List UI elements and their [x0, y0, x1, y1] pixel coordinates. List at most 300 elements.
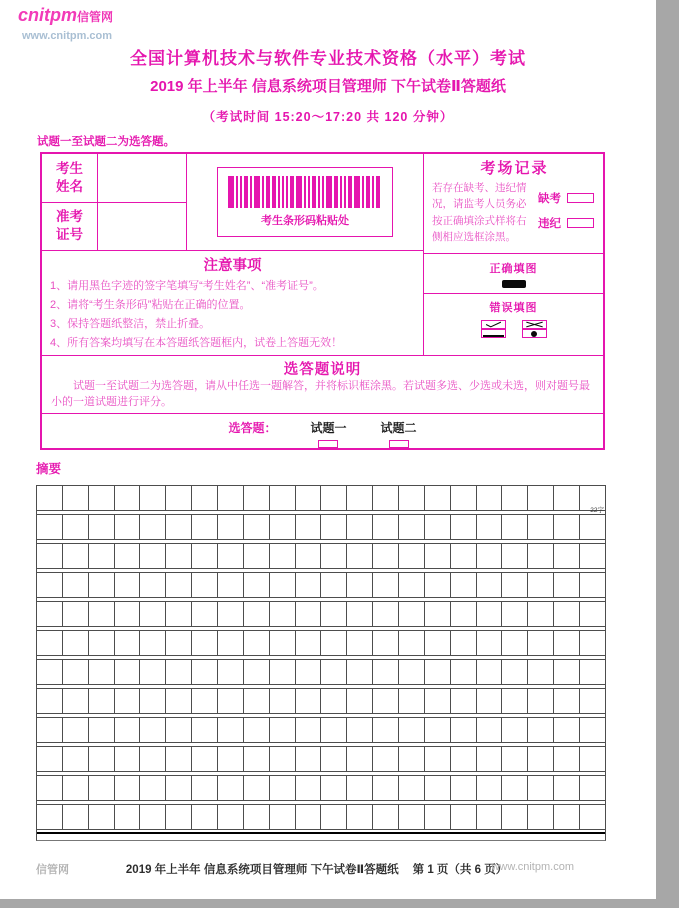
grid-cell[interactable]	[321, 486, 347, 510]
grid-cell[interactable]	[347, 631, 373, 655]
grid-cell[interactable]	[63, 573, 89, 597]
choice-option-2	[381, 419, 417, 448]
grid-cell[interactable]	[347, 718, 373, 742]
grid-cell[interactable]	[296, 602, 322, 626]
grid-cell[interactable]	[477, 805, 503, 829]
grid-cell[interactable]	[425, 602, 451, 626]
grid-cell[interactable]	[502, 660, 528, 684]
name-label	[42, 154, 97, 202]
grid-cell[interactable]	[192, 486, 218, 510]
grid-cell[interactable]	[477, 689, 503, 713]
page-footer	[0, 861, 656, 877]
grid-cell[interactable]	[373, 515, 399, 539]
candidate-inputs-column	[98, 154, 187, 250]
grid-cell[interactable]	[399, 573, 425, 597]
grid-cell[interactable]	[477, 515, 503, 539]
grid-cell[interactable]	[140, 544, 166, 568]
grid-cell[interactable]	[425, 486, 451, 510]
grid-cell[interactable]	[347, 660, 373, 684]
grid-cell[interactable]	[140, 805, 166, 829]
grid-cell[interactable]	[166, 718, 192, 742]
grid-cell[interactable]	[373, 805, 399, 829]
grid-cell[interactable]	[192, 747, 218, 771]
grid-cell[interactable]	[477, 631, 503, 655]
grid-cell[interactable]	[580, 544, 605, 568]
grid-cell[interactable]	[373, 689, 399, 713]
exam-record-instruction: 若存在缺考、违纪情况，请监考人员务必按正确填涂式样将右侧相应选框涂黑。	[432, 182, 527, 243]
grid-cell[interactable]	[347, 573, 373, 597]
grid-cell[interactable]	[425, 660, 451, 684]
grid-cell[interactable]	[115, 776, 141, 800]
grid-cell[interactable]	[347, 747, 373, 771]
grid-cell[interactable]	[528, 747, 554, 771]
grid-cell[interactable]	[451, 631, 477, 655]
grid-cell[interactable]	[166, 631, 192, 655]
grid-cell[interactable]	[321, 631, 347, 655]
grid-cell[interactable]	[37, 602, 63, 626]
notice-item: 4、所有答案均填写在本答题纸答题框内，试卷上答题无效！	[50, 336, 343, 349]
grid-cell[interactable]	[477, 776, 503, 800]
choice-option-checkbox[interactable]	[389, 440, 409, 448]
grid-cell[interactable]	[347, 515, 373, 539]
grid-cell[interactable]	[63, 776, 89, 800]
grid-cell[interactable]	[528, 660, 554, 684]
grid-cell[interactable]	[270, 689, 296, 713]
grid-cell[interactable]	[63, 718, 89, 742]
grid-cell[interactable]	[140, 689, 166, 713]
grid-cell[interactable]	[554, 544, 580, 568]
grid-cell[interactable]	[477, 718, 503, 742]
grid-cell[interactable]	[451, 805, 477, 829]
grid-cell[interactable]	[140, 776, 166, 800]
grid-cell[interactable]	[244, 660, 270, 684]
grid-cell[interactable]	[425, 544, 451, 568]
grid-cell[interactable]	[451, 544, 477, 568]
grid-cell[interactable]	[347, 544, 373, 568]
grid-cell[interactable]	[580, 573, 605, 597]
grid-cell[interactable]	[347, 486, 373, 510]
grid-cell[interactable]	[37, 515, 63, 539]
barcode-paste-box[interactable]	[217, 167, 393, 237]
grid-cell[interactable]	[192, 602, 218, 626]
grid-cell[interactable]	[218, 544, 244, 568]
grid-cell[interactable]	[580, 515, 605, 539]
grid-cell[interactable]	[270, 805, 296, 829]
grid-cell[interactable]	[580, 718, 605, 742]
absent-checkbox[interactable]	[567, 193, 594, 203]
grid-cell[interactable]	[296, 631, 322, 655]
grid-cell[interactable]	[451, 689, 477, 713]
grid-cell[interactable]	[528, 602, 554, 626]
grid-cell[interactable]	[373, 631, 399, 655]
grid-cell[interactable]	[425, 689, 451, 713]
grid-cell[interactable]	[321, 805, 347, 829]
grid-cell[interactable]	[166, 805, 192, 829]
wrong-marks-container	[481, 320, 547, 338]
grid-cell[interactable]	[37, 689, 63, 713]
barcode-stripe	[312, 176, 316, 208]
footer-site-name: 信管网	[36, 864, 69, 876]
wrong-fill-example-section	[424, 294, 603, 355]
grid-cell[interactable]	[373, 573, 399, 597]
grid-cell[interactable]	[373, 747, 399, 771]
grid-cell[interactable]	[270, 718, 296, 742]
grid-cell[interactable]	[321, 544, 347, 568]
grid-cell[interactable]	[580, 689, 605, 713]
grid-cell[interactable]	[373, 544, 399, 568]
grid-cell[interactable]	[115, 544, 141, 568]
choice-options-container	[310, 419, 416, 448]
grid-cell[interactable]	[192, 573, 218, 597]
grid-cell[interactable]	[451, 486, 477, 510]
grid-cell[interactable]	[270, 602, 296, 626]
grid-cell[interactable]	[37, 544, 63, 568]
grid-cell[interactable]	[37, 486, 63, 510]
grid-cell[interactable]	[63, 747, 89, 771]
grid-cell[interactable]	[477, 602, 503, 626]
grid-cell[interactable]	[192, 718, 218, 742]
absent-check-line	[538, 190, 597, 206]
grid-cell[interactable]	[321, 776, 347, 800]
grid-cell[interactable]	[580, 631, 605, 655]
grid-cell[interactable]	[166, 689, 192, 713]
grid-cell[interactable]	[115, 718, 141, 742]
grid-cell[interactable]	[477, 660, 503, 684]
barcode-stripe	[228, 176, 234, 208]
notice-list	[50, 277, 415, 353]
grid-cell[interactable]	[425, 631, 451, 655]
grid-cell[interactable]	[37, 805, 63, 829]
grid-cell[interactable]	[192, 660, 218, 684]
grid-cell[interactable]	[218, 776, 244, 800]
grid-cell[interactable]	[528, 631, 554, 655]
grid-cell[interactable]	[115, 689, 141, 713]
grid-cell[interactable]	[218, 747, 244, 771]
grid-cell[interactable]	[477, 747, 503, 771]
grid-cell[interactable]	[425, 573, 451, 597]
grid-cell[interactable]	[502, 573, 528, 597]
grid-cell[interactable]	[554, 689, 580, 713]
page-title: 全国计算机技术与软件专业技术资格（水平）考试	[130, 49, 526, 68]
grid-cell[interactable]	[296, 689, 322, 713]
ticket-input-field[interactable]	[98, 202, 186, 251]
grid-cell[interactable]	[554, 486, 580, 510]
grid-cell[interactable]	[115, 602, 141, 626]
grid-cell[interactable]	[89, 747, 115, 771]
grid-cell[interactable]	[296, 486, 322, 510]
grid-cell[interactable]	[166, 660, 192, 684]
grid-cell[interactable]	[373, 660, 399, 684]
grid-cell[interactable]	[192, 515, 218, 539]
grid-cell[interactable]	[502, 805, 528, 829]
grid-cell[interactable]	[63, 515, 89, 539]
grid-cell[interactable]	[554, 573, 580, 597]
grid-cell[interactable]	[296, 573, 322, 597]
grid-cell[interactable]	[244, 631, 270, 655]
grid-cell[interactable]	[37, 747, 63, 771]
grid-cell[interactable]	[115, 486, 141, 510]
grid-cell[interactable]	[347, 776, 373, 800]
grid-cell[interactable]	[528, 544, 554, 568]
grid-cell[interactable]	[399, 486, 425, 510]
grid-cell[interactable]	[63, 486, 89, 510]
grid-row	[37, 544, 605, 569]
grid-cell[interactable]	[580, 805, 605, 829]
grid-cell[interactable]	[477, 573, 503, 597]
grid-cell[interactable]	[37, 573, 63, 597]
grid-cell[interactable]	[140, 486, 166, 510]
grid-cell[interactable]	[166, 515, 192, 539]
grid-cell[interactable]	[244, 718, 270, 742]
grid-cell[interactable]	[166, 776, 192, 800]
grid-cell[interactable]	[218, 573, 244, 597]
grid-cell[interactable]	[192, 544, 218, 568]
grid-cell[interactable]	[399, 631, 425, 655]
grid-cell[interactable]	[425, 718, 451, 742]
notice-title: 注意事项	[203, 258, 262, 274]
grid-cell[interactable]	[373, 776, 399, 800]
grid-cell[interactable]	[399, 747, 425, 771]
grid-cell[interactable]	[63, 689, 89, 713]
grid-cell[interactable]	[580, 776, 605, 800]
grid-cell[interactable]	[296, 805, 322, 829]
grid-cell[interactable]	[580, 602, 605, 626]
grid-cell[interactable]	[399, 805, 425, 829]
grid-cell[interactable]	[218, 602, 244, 626]
grid-cell[interactable]	[528, 573, 554, 597]
grid-cell[interactable]	[451, 718, 477, 742]
grid-cell[interactable]	[451, 602, 477, 626]
grid-cell[interactable]	[244, 747, 270, 771]
grid-cell[interactable]	[451, 573, 477, 597]
grid-cell[interactable]	[89, 776, 115, 800]
grid-cell[interactable]	[477, 486, 503, 510]
grid-cell[interactable]	[89, 515, 115, 539]
optional-explanation-section	[42, 356, 603, 414]
grid-cell[interactable]	[270, 486, 296, 510]
grid-cell[interactable]	[425, 776, 451, 800]
grid-cell[interactable]	[192, 689, 218, 713]
grid-cell[interactable]	[399, 602, 425, 626]
violation-checkbox[interactable]	[567, 218, 594, 228]
grid-cell[interactable]	[192, 805, 218, 829]
grid-cell[interactable]	[554, 602, 580, 626]
grid-cell[interactable]	[451, 515, 477, 539]
grid-cell[interactable]	[528, 776, 554, 800]
grid-cell[interactable]	[89, 689, 115, 713]
grid-cell[interactable]	[89, 805, 115, 829]
grid-cell[interactable]	[218, 805, 244, 829]
grid-cell[interactable]	[373, 602, 399, 626]
grid-cell[interactable]	[296, 718, 322, 742]
grid-cell[interactable]	[140, 747, 166, 771]
grid-cell[interactable]	[321, 718, 347, 742]
grid-cell[interactable]	[115, 573, 141, 597]
grid-cell[interactable]	[244, 486, 270, 510]
grid-cell[interactable]	[580, 660, 605, 684]
grid-cell[interactable]	[321, 747, 347, 771]
grid-cell[interactable]	[451, 747, 477, 771]
grid-cell[interactable]	[115, 805, 141, 829]
grid-cell[interactable]	[347, 602, 373, 626]
grid-cell[interactable]	[218, 631, 244, 655]
grid-cell[interactable]	[554, 776, 580, 800]
grid-cell[interactable]	[89, 718, 115, 742]
grid-cell[interactable]	[89, 573, 115, 597]
grid-cell[interactable]	[192, 776, 218, 800]
grid-cell[interactable]	[502, 776, 528, 800]
grid-cell[interactable]	[451, 660, 477, 684]
header-table	[40, 152, 605, 450]
grid-cell[interactable]	[270, 776, 296, 800]
grid-row	[37, 718, 605, 743]
grid-cell[interactable]	[270, 660, 296, 684]
wrong-mark-check	[481, 320, 506, 329]
grid-cell[interactable]	[528, 486, 554, 510]
grid-cell[interactable]	[140, 602, 166, 626]
grid-cell[interactable]	[192, 631, 218, 655]
exam-record-checks	[534, 180, 597, 245]
name-input-field[interactable]	[98, 154, 186, 202]
grid-cell[interactable]	[296, 515, 322, 539]
grid-cell[interactable]	[89, 544, 115, 568]
grid-cell[interactable]	[270, 544, 296, 568]
grid-cell[interactable]	[89, 486, 115, 510]
grid-cell[interactable]	[373, 486, 399, 510]
grid-cell[interactable]	[244, 573, 270, 597]
grid-cell[interactable]	[451, 776, 477, 800]
grid-cell[interactable]	[37, 776, 63, 800]
grid-cell[interactable]	[321, 602, 347, 626]
choice-option-label: 试题一	[310, 421, 347, 435]
grid-cell[interactable]	[477, 544, 503, 568]
grid-cell[interactable]	[166, 602, 192, 626]
grid-cell[interactable]	[502, 747, 528, 771]
grid-cell[interactable]	[244, 602, 270, 626]
grid-cell[interactable]	[166, 544, 192, 568]
grid-cell[interactable]	[63, 631, 89, 655]
grid-cell[interactable]	[399, 776, 425, 800]
barcode-stripe	[308, 176, 310, 208]
grid-cell[interactable]	[528, 689, 554, 713]
grid-cell[interactable]	[244, 689, 270, 713]
grid-cell[interactable]	[115, 747, 141, 771]
grid-cell[interactable]	[89, 660, 115, 684]
barcode-stripe	[266, 176, 270, 208]
grid-cell[interactable]	[218, 718, 244, 742]
grid-cell[interactable]	[296, 660, 322, 684]
grid-cell[interactable]	[554, 515, 580, 539]
grid-cell[interactable]	[63, 660, 89, 684]
grid-cell[interactable]	[63, 805, 89, 829]
grid-cell[interactable]	[270, 631, 296, 655]
grid-cell[interactable]	[115, 660, 141, 684]
grid-cell[interactable]	[528, 718, 554, 742]
grid-cell[interactable]	[244, 805, 270, 829]
grid-cell[interactable]	[270, 573, 296, 597]
choice-option-checkbox[interactable]	[318, 440, 338, 448]
grid-cell[interactable]	[296, 776, 322, 800]
grid-cell[interactable]	[502, 486, 528, 510]
grid-cell[interactable]	[399, 689, 425, 713]
grid-cell[interactable]	[89, 631, 115, 655]
grid-cell[interactable]	[554, 805, 580, 829]
grid-cell[interactable]	[554, 631, 580, 655]
grid-cell[interactable]	[554, 660, 580, 684]
grid-cell[interactable]	[373, 718, 399, 742]
grid-cell[interactable]	[296, 747, 322, 771]
grid-cell[interactable]	[502, 718, 528, 742]
grid-cell[interactable]	[321, 573, 347, 597]
grid-cell[interactable]	[296, 544, 322, 568]
grid-cell[interactable]	[140, 573, 166, 597]
grid-cell[interactable]	[244, 544, 270, 568]
grid-cell[interactable]	[321, 689, 347, 713]
grid-cell[interactable]	[554, 718, 580, 742]
grid-cell[interactable]	[554, 747, 580, 771]
grid-cell[interactable]	[580, 747, 605, 771]
grid-cell[interactable]	[425, 805, 451, 829]
grid-cell[interactable]	[140, 631, 166, 655]
grid-cell[interactable]	[502, 631, 528, 655]
grid-cell[interactable]	[502, 602, 528, 626]
table-left-zone	[42, 154, 424, 355]
grid-cell[interactable]	[399, 515, 425, 539]
grid-cell[interactable]	[502, 689, 528, 713]
grid-cell[interactable]	[425, 747, 451, 771]
grid-cell[interactable]	[89, 602, 115, 626]
grid-cell[interactable]	[37, 718, 63, 742]
barcode-stripe	[372, 176, 374, 208]
grid-cell[interactable]	[63, 602, 89, 626]
grid-cell[interactable]	[218, 660, 244, 684]
grid-cell[interactable]	[63, 544, 89, 568]
grid-cell[interactable]	[115, 631, 141, 655]
wrong-fill-title: 错误填图	[489, 302, 538, 314]
grid-cell[interactable]	[528, 805, 554, 829]
grid-cell[interactable]	[244, 515, 270, 539]
grid-cell[interactable]	[528, 515, 554, 539]
grid-cell[interactable]	[218, 486, 244, 510]
grid-cell[interactable]	[115, 515, 141, 539]
grid-cell[interactable]	[37, 631, 63, 655]
grid-cell[interactable]	[321, 660, 347, 684]
grid-cell[interactable]	[347, 805, 373, 829]
grid-cell[interactable]	[502, 515, 528, 539]
grid-cell[interactable]	[270, 747, 296, 771]
grid-cell[interactable]	[166, 486, 192, 510]
grid-cell[interactable]	[37, 660, 63, 684]
grid-cell[interactable]	[140, 660, 166, 684]
grid-cell[interactable]	[244, 776, 270, 800]
grid-cell[interactable]	[321, 515, 347, 539]
grid-cell[interactable]	[166, 747, 192, 771]
grid-cell[interactable]	[425, 515, 451, 539]
grid-cell[interactable]	[218, 515, 244, 539]
grid-cell[interactable]	[270, 515, 296, 539]
grid-row	[37, 573, 605, 598]
grid-cell[interactable]	[166, 573, 192, 597]
grid-cell[interactable]	[399, 544, 425, 568]
grid-cell[interactable]	[399, 718, 425, 742]
grid-cell[interactable]	[502, 544, 528, 568]
exam-time-note: （考试时间 15:20～17:20 共 120 分钟）	[202, 110, 454, 124]
grid-cell[interactable]	[140, 515, 166, 539]
grid-cell[interactable]	[140, 718, 166, 742]
grid-cell[interactable]	[347, 689, 373, 713]
grid-cell[interactable]	[399, 660, 425, 684]
grid-cell[interactable]	[218, 689, 244, 713]
